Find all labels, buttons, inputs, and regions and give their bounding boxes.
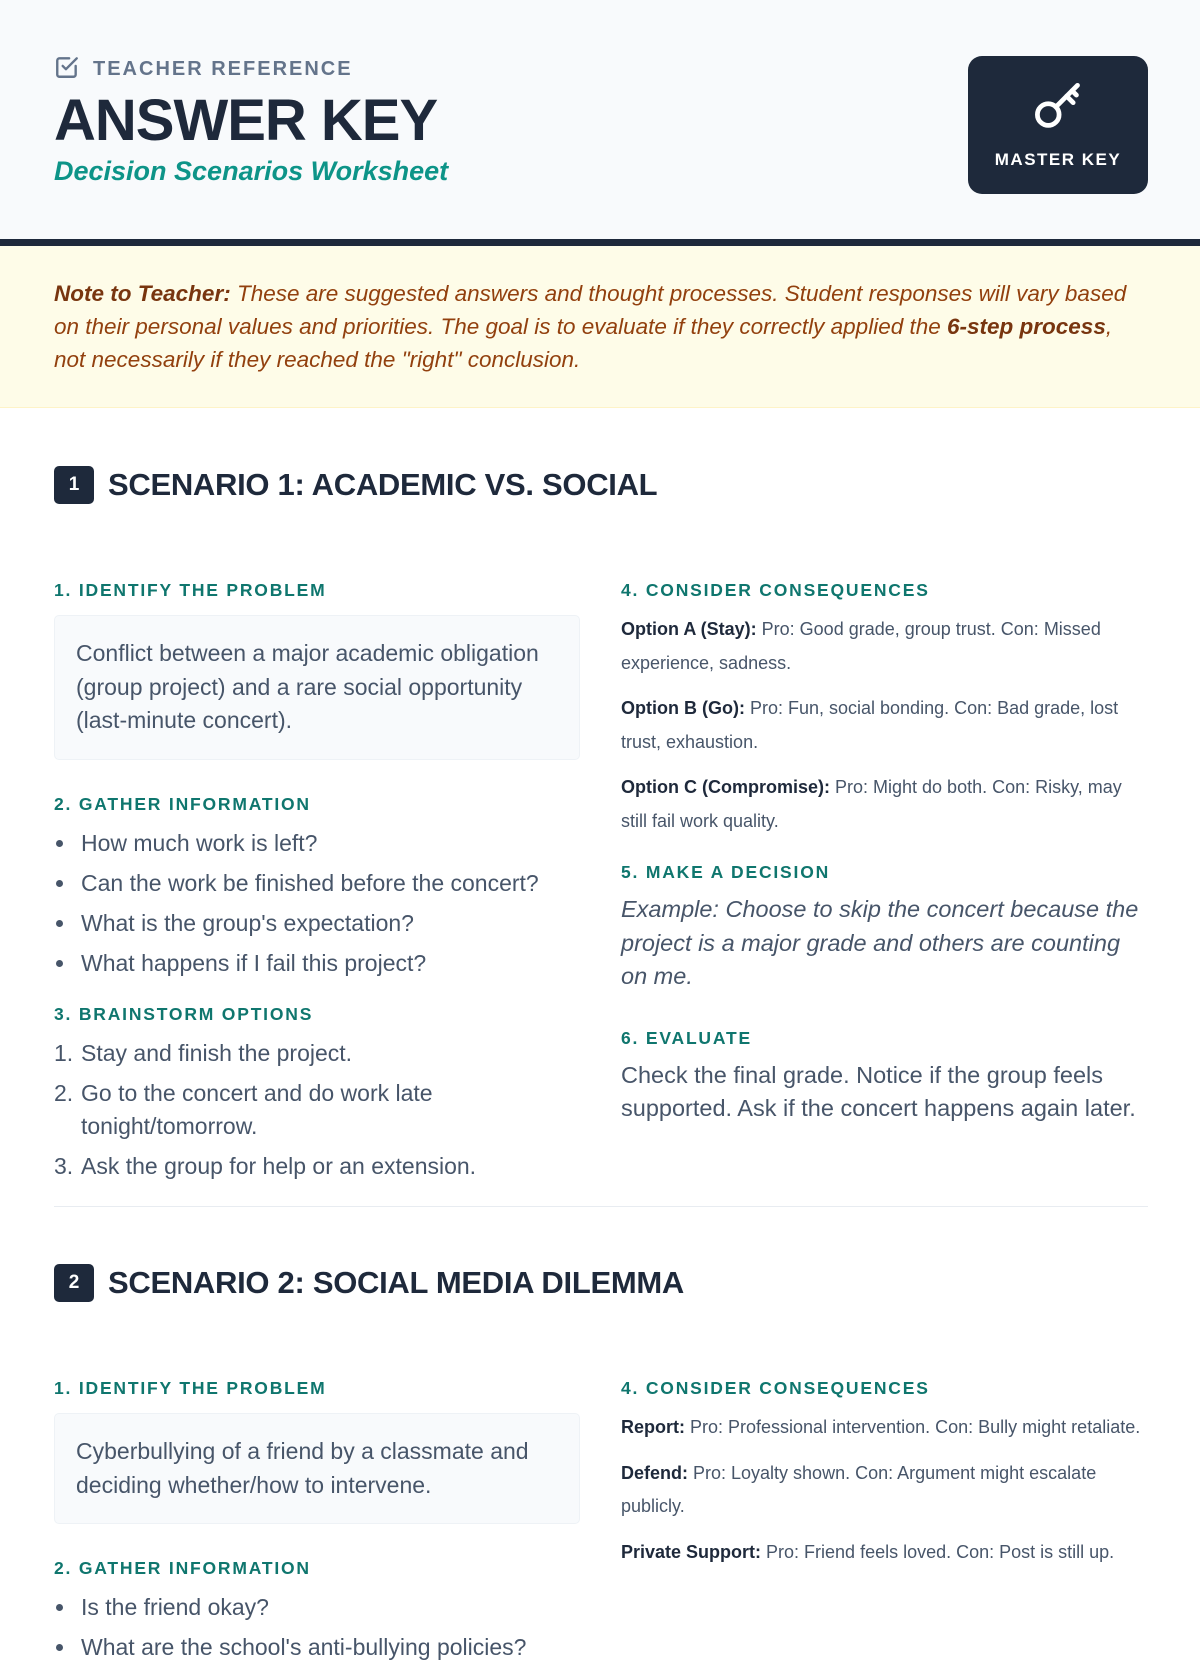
scenario-2	[54, 1264, 1148, 1660]
key-icon	[1032, 81, 1084, 138]
list-item: 1. Stay and finish the project.	[54, 1039, 353, 1066]
scenario-header	[54, 1264, 1148, 1302]
master-key-badge	[968, 56, 1148, 194]
page-title: ANSWER KEY	[54, 88, 438, 153]
note-emphasis: 6-step process	[947, 314, 1106, 339]
consequences-list	[621, 613, 1148, 838]
eyebrow	[54, 54, 353, 85]
scenario-number: 2	[54, 1264, 94, 1302]
note-text-after: , not necessarily if they reached the "right" conclusion.	[54, 314, 1113, 372]
consequence-item: Private Support: Pro: Friend feels loved. Con: Post is still up.	[621, 1541, 1115, 1562]
list-item: 2. Go to the concert and do work late tonight/tomorrow.	[54, 1079, 433, 1139]
gather-list	[54, 1587, 580, 1667]
checkbox-icon	[54, 54, 80, 85]
scenario-1	[54, 466, 1148, 1179]
section-divider	[54, 1206, 1148, 1207]
consequence-item: Defend: Pro: Loyalty shown. Con: Argument might escalate publicly.	[621, 1462, 1097, 1516]
scenario-number: 1	[54, 466, 94, 504]
list-item: What happens if I fail this project?	[54, 943, 580, 983]
decision-text: Example: Choose to skip the concert because the project is a major grade and others are counting on me.	[621, 896, 1139, 989]
scenario-right-column	[621, 1378, 1148, 1581]
decision-label: 5. MAKE A DECISION	[621, 862, 831, 882]
list-item: 3. Ask the group for help or an extension.	[54, 1152, 477, 1179]
options-list	[54, 1037, 580, 1183]
list-item: Is the friend okay?	[54, 1587, 580, 1627]
problem-box: Cyberbullying of a friend by a classmate and deciding whether/how to intervene.	[54, 1413, 580, 1524]
scenario-title: SCENARIO 2: SOCIAL MEDIA DILEMMA	[108, 1265, 684, 1300]
list-item: How much work is left?	[54, 823, 580, 863]
evaluate-label: 6. EVALUATE	[621, 1027, 752, 1048]
evaluate-text: Check the final grade. Notice if the group feels supported. Ask if the concert happens again later.	[621, 1061, 1136, 1121]
gather-label: 2. GATHER INFORMATION	[54, 793, 311, 814]
consequence-item: Option A (Stay): Pro: Good grade, group trust. Con: Missed experience, sadness.	[621, 619, 1101, 673]
badge-label: MASTER KEY	[994, 149, 1122, 169]
scenario-left-column	[54, 1378, 580, 1667]
problem-box: Conflict between a major academic obligation (group project) and a rare social opportunity (last-minute concert).	[54, 615, 580, 760]
eyebrow-label: TEACHER REFERENCE	[93, 58, 353, 80]
list-item: What are the school's anti-bullying policies?	[54, 1627, 580, 1667]
scenario-right-column	[621, 580, 1148, 1126]
consequence-item: Report: Pro: Professional intervention. Con: Bully might retaliate.	[621, 1417, 1141, 1437]
gather-label: 2. GATHER INFORMATION	[54, 1558, 311, 1578]
brainstorm-label: 3. BRAINSTORM OPTIONS	[54, 1003, 314, 1024]
consequence-item: Option B (Go): Pro: Fun, social bonding. Con: Bad grade, lost trust, exhaustion.	[621, 698, 1119, 752]
header	[0, 0, 1200, 246]
page-subtitle: Decision Scenarios Worksheet	[54, 156, 449, 186]
list-item: What is the group's expectation?	[54, 903, 580, 943]
identify-label: 1. IDENTIFY THE PROBLEM	[54, 580, 327, 600]
note-lead: Note to Teacher:	[54, 281, 231, 306]
scenario-header	[54, 466, 1148, 504]
teacher-note	[0, 246, 1200, 408]
note-text-before: These are suggested answers and thought processes. Student responses will vary based on their personal values and priorities. The goal is to evaluate if they correctly applied the	[54, 281, 1127, 339]
gather-list	[54, 823, 580, 983]
identify-label: 1. IDENTIFY THE PROBLEM	[54, 1378, 327, 1398]
consequences-label: 4. CONSIDER CONSEQUENCES	[621, 580, 930, 600]
consequences-label: 4. CONSIDER CONSEQUENCES	[621, 1378, 930, 1398]
scenario-left-column	[54, 580, 580, 1190]
list-item: Can the work be finished before the concert?	[54, 863, 580, 903]
consequences-list	[621, 1411, 1148, 1569]
scenario-title: SCENARIO 1: ACADEMIC VS. SOCIAL	[108, 467, 658, 502]
consequence-item: Option C (Compromise): Pro: Might do both. Con: Risky, may still fail work quality.	[621, 777, 1122, 831]
